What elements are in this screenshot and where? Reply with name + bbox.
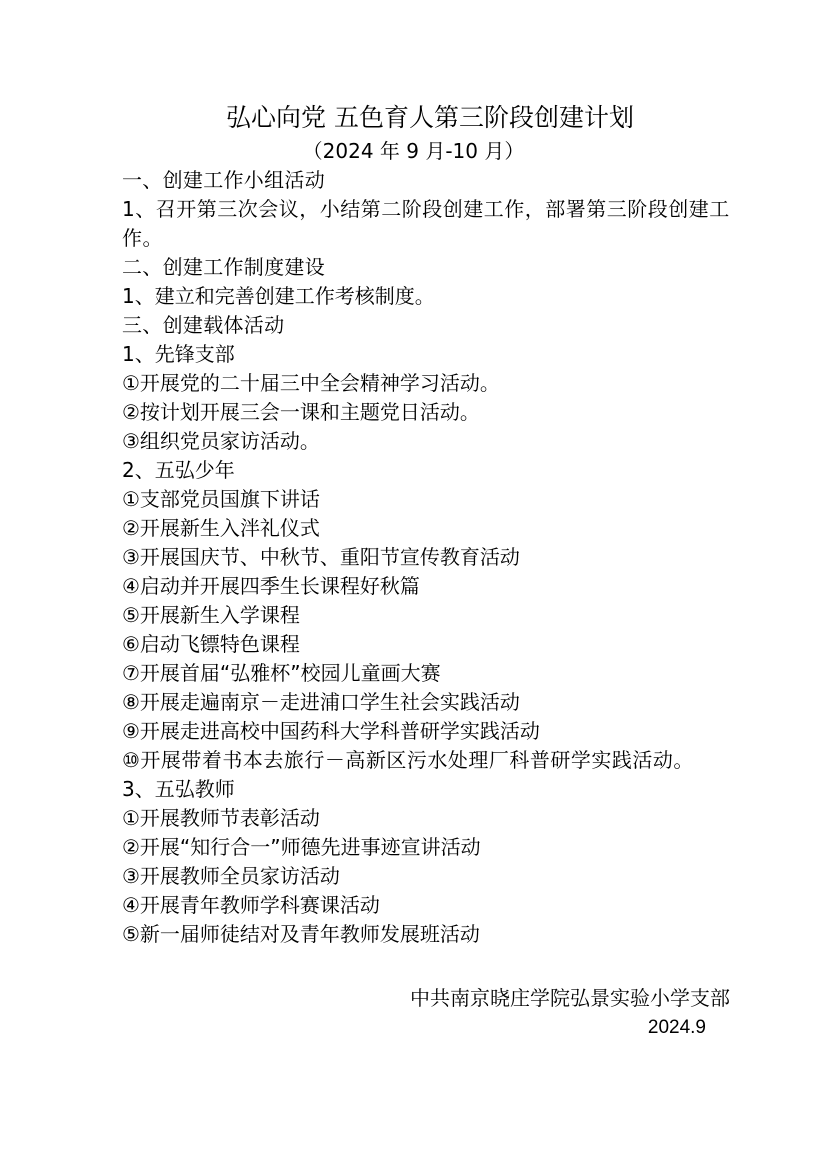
list-item: ⑥启动飞镖特色课程 xyxy=(122,632,300,656)
list-item: ②按计划开展三会一课和主题党日活动。 xyxy=(122,400,480,424)
section-heading: 一、创建工作小组活动 xyxy=(122,168,325,192)
document-body xyxy=(122,166,742,949)
list-item: ③组织党员家访活动。 xyxy=(122,429,320,453)
list-item: ④启动并开展四季生长课程好秋篇 xyxy=(122,574,420,598)
subsection-heading: 3、五弘教师 xyxy=(122,777,235,801)
list-item: ①开展教师节表彰活动 xyxy=(122,806,320,830)
list-item: 1、建立和完善创建工作考核制度。 xyxy=(122,284,435,308)
list-item: 1、召开第三次会议，小结第二阶段创建工作，部署第三阶段创建工作。 xyxy=(122,197,730,250)
signature-date: 2024.9 xyxy=(647,1017,706,1038)
list-item: ③开展教师全员家访活动 xyxy=(122,864,340,888)
list-item: ⑩开展带着书本去旅行－高新区污水处理厂科普研学实践活动。 xyxy=(122,748,694,772)
subsection-heading: 2、五弘少年 xyxy=(122,458,235,482)
list-item: ⑤新一届师徒结对及青年教师发展班活动 xyxy=(122,922,480,946)
list-item: ⑨开展走进高校中国药科大学科普研学实践活动 xyxy=(122,719,540,743)
list-item: ①支部党员国旗下讲话 xyxy=(122,487,320,511)
document-subtitle: （2024 年 9 月-10 月） xyxy=(302,139,525,163)
subsection-heading: 1、先锋支部 xyxy=(122,342,235,366)
signature-organization: 中共南京晓庄学院弘景实验小学支部 xyxy=(410,986,730,1010)
list-item: ⑦开展首届“弘雅杯”校园儿童画大赛 xyxy=(122,661,441,685)
list-item: ②开展新生入泮礼仪式 xyxy=(122,516,320,540)
list-item: ②开展“知行合一”师德先进事迹宣讲活动 xyxy=(122,835,481,859)
list-item: ①开展党的二十届三中全会精神学习活动。 xyxy=(122,371,500,395)
list-item: ③开展国庆节、中秋节、重阳节宣传教育活动 xyxy=(122,545,520,569)
list-item: ⑤开展新生入学课程 xyxy=(122,603,300,627)
list-item: ⑧开展走遍南京－走进浦口学生社会实践活动 xyxy=(122,690,520,714)
section-heading: 二、创建工作制度建设 xyxy=(122,255,325,279)
document-title: 弘心向党 五色育人第三阶段创建计划 xyxy=(226,103,634,132)
section-heading: 三、创建载体活动 xyxy=(122,313,285,337)
list-item: ④开展青年教师学科赛课活动 xyxy=(122,893,380,917)
